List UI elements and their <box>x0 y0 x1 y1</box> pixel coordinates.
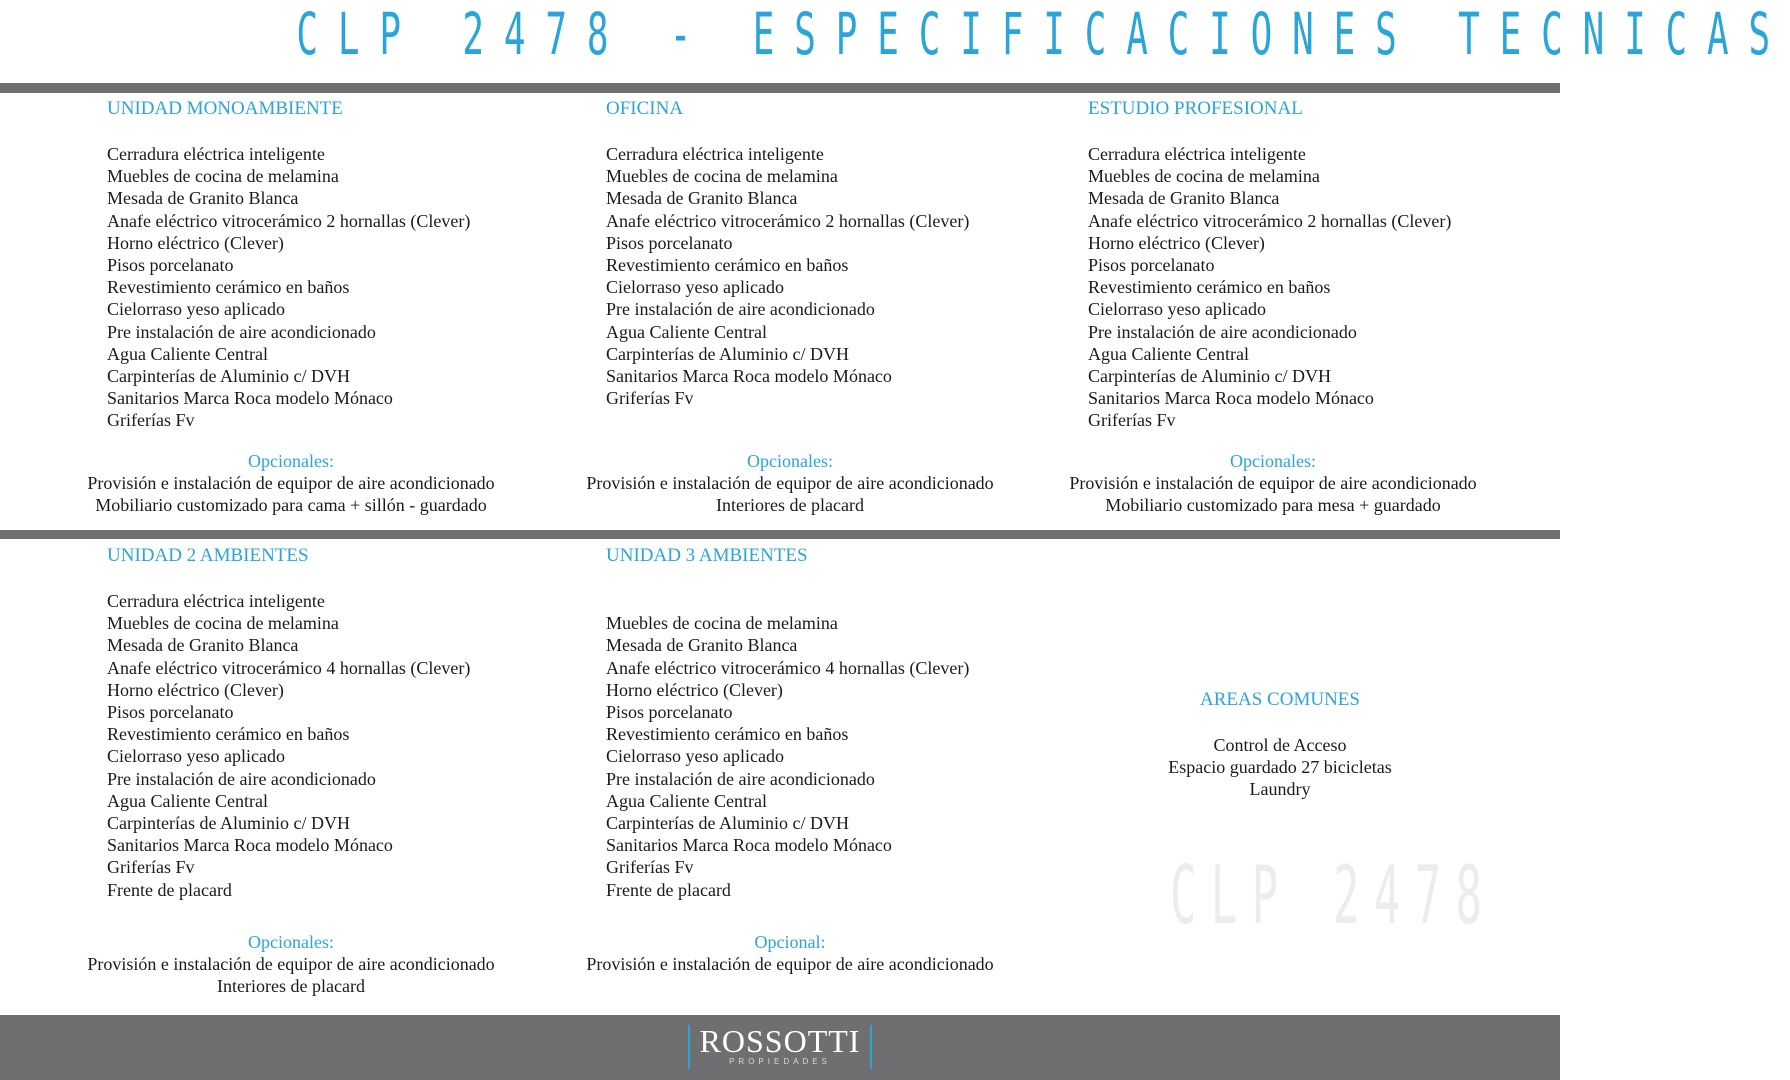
optional-item: Provisión e instalación de equipor de aire acondicionado <box>586 954 994 975</box>
list-item: Frente de placard <box>107 879 232 900</box>
list-item: Griferías Fv <box>107 857 195 878</box>
list-item: Horno eléctrico (Clever) <box>1088 232 1265 253</box>
list-item: Agua Caliente Central <box>606 790 767 811</box>
logo-name: ROSSOTTI <box>699 1023 861 1059</box>
list-item: Pre instalación de aire acondicionado <box>107 321 376 342</box>
list-item: Revestimiento cerámico en baños <box>107 277 350 298</box>
section-title: UNIDAD 2 AMBIENTES <box>107 545 309 566</box>
list-item: Cielorraso yeso aplicado <box>606 746 784 767</box>
list-item: Cerradura eléctrica inteligente <box>107 144 325 164</box>
list-item: Control de Acceso <box>1213 735 1347 755</box>
list-item: Agua Caliente Central <box>1088 343 1249 364</box>
list-item: Sanitarios Marca Roca modelo Mónaco <box>1088 388 1374 409</box>
top-divider <box>0 83 1560 93</box>
spec-list <box>606 143 969 409</box>
list-item: Anafe eléctrico vitrocerámico 4 hornallas (Clever) <box>107 657 471 678</box>
optionals-label: Opcionales: <box>248 932 334 952</box>
list-item: Revestimiento cerámico en baños <box>606 255 849 276</box>
list-item: Laundry <box>1249 779 1311 800</box>
list-item: Muebles de cocina de melamina <box>606 613 838 634</box>
list-item: Anafe eléctrico vitrocerámico 4 hornallas (Clever) <box>606 657 970 678</box>
section-title: AREAS COMUNES <box>1200 689 1360 710</box>
optionals-label: Opcionales: <box>1230 451 1316 471</box>
list-item: Pre instalación de aire acondicionado <box>606 299 875 320</box>
section-estudio <box>1088 97 1451 432</box>
spec-list <box>606 590 969 901</box>
list-item: Cielorraso yeso aplicado <box>1088 299 1266 320</box>
list-item: Cerradura eléctrica inteligente <box>606 144 824 164</box>
optional-item: Provisión e instalación de equipor de aire acondicionado <box>1069 473 1477 494</box>
list-item: Sanitarios Marca Roca modelo Mónaco <box>606 366 892 387</box>
list-item: Cielorraso yeso aplicado <box>606 277 784 298</box>
list-item: Cielorraso yeso aplicado <box>107 746 285 767</box>
list-item: Revestimiento cerámico en baños <box>1088 277 1331 298</box>
spec-list <box>107 143 470 432</box>
page-title: CLP 2478 - ESPECIFICACIONES TECNICAS <box>296 0 1790 68</box>
list-item: Cerradura eléctrica inteligente <box>107 591 325 611</box>
list-item: Pisos porcelanato <box>606 232 733 253</box>
spec-list <box>1080 734 1480 801</box>
optionals-estudio <box>1033 450 1513 517</box>
list-item: Agua Caliente Central <box>606 321 767 342</box>
list-spacer <box>606 590 969 612</box>
list-item: Cielorraso yeso aplicado <box>107 299 285 320</box>
list-item: Anafe eléctrico vitrocerámico 2 hornallas (Clever) <box>1088 210 1452 231</box>
list-item: Agua Caliente Central <box>107 790 268 811</box>
optional-item: Interiores de placard <box>217 976 365 997</box>
list-item: Mesada de Granito Blanca <box>606 635 798 656</box>
section-tres-ambientes <box>606 544 969 901</box>
list-item: Pisos porcelanato <box>107 702 234 723</box>
optionals-tres-ambientes <box>550 931 1030 975</box>
list-item: Griferías Fv <box>606 388 694 409</box>
list-item: Carpinterías de Aluminio c/ DVH <box>107 813 350 834</box>
section-title: UNIDAD 3 AMBIENTES <box>606 545 808 566</box>
optional-item: Provisión e instalación de equipor de aire acondicionado <box>586 473 994 494</box>
optional-item: Provisión e instalación de equipor de aire acondicionado <box>87 954 495 975</box>
list-item: Carpinterías de Aluminio c/ DVH <box>1088 366 1331 387</box>
list-item: Espacio guardado 27 bicicletas <box>1168 757 1392 778</box>
list-item: Muebles de cocina de melamina <box>107 613 339 634</box>
optionals-monoambiente <box>51 450 531 517</box>
middle-divider <box>0 530 1560 539</box>
list-item: Cerradura eléctrica inteligente <box>1088 144 1306 164</box>
optionals-label: Opcionales: <box>747 451 833 471</box>
section-title: ESTUDIO PROFESIONAL <box>1088 98 1303 119</box>
list-item: Revestimiento cerámico en baños <box>107 724 350 745</box>
list-item: Frente de placard <box>606 879 731 900</box>
optional-item: Interiores de placard <box>716 495 864 516</box>
section-oficina <box>606 97 969 409</box>
list-item: Revestimiento cerámico en baños <box>606 724 849 745</box>
section-monoambiente <box>107 97 470 432</box>
list-item: Carpinterías de Aluminio c/ DVH <box>107 366 350 387</box>
watermark-text: CLP 2478 <box>1170 849 1497 942</box>
list-item: Pisos porcelanato <box>1088 255 1215 276</box>
list-item: Sanitarios Marca Roca modelo Mónaco <box>107 835 393 856</box>
list-item: Mesada de Granito Blanca <box>107 635 299 656</box>
list-item: Griferías Fv <box>107 410 195 431</box>
optionals-label: Opcionales: <box>248 451 334 471</box>
list-item: Pisos porcelanato <box>107 255 234 276</box>
optional-item: Mobiliario customizado para cama + sillón - guardado <box>95 495 487 516</box>
list-item: Mesada de Granito Blanca <box>606 188 798 209</box>
list-item: Horno eléctrico (Clever) <box>107 232 284 253</box>
list-item: Pisos porcelanato <box>606 702 733 722</box>
section-areas-comunes <box>1080 688 1480 801</box>
optional-item: Mobiliario customizado para mesa + guardado <box>1105 495 1441 516</box>
optionals-oficina <box>550 450 1030 517</box>
logo-subtitle: PROPIEDADES <box>729 1057 831 1066</box>
spec-list <box>107 590 470 901</box>
section-title: UNIDAD MONOAMBIENTE <box>107 98 343 119</box>
list-item: Carpinterías de Aluminio c/ DVH <box>606 343 849 364</box>
section-dos-ambientes <box>107 544 470 901</box>
brand-logo <box>688 1025 872 1069</box>
optionals-dos-ambientes <box>51 931 531 998</box>
list-item: Horno eléctrico (Clever) <box>606 679 783 700</box>
list-item: Anafe eléctrico vitrocerámico 2 hornallas (Clever) <box>606 210 970 231</box>
list-item: Mesada de Granito Blanca <box>107 188 299 209</box>
list-item: Mesada de Granito Blanca <box>1088 188 1280 209</box>
list-item: Sanitarios Marca Roca modelo Mónaco <box>606 835 892 856</box>
list-item: Sanitarios Marca Roca modelo Mónaco <box>107 388 393 409</box>
list-item: Pre instalación de aire acondicionado <box>1088 321 1357 342</box>
list-item: Pre instalación de aire acondicionado <box>606 768 875 789</box>
list-item: Carpinterías de Aluminio c/ DVH <box>606 813 849 834</box>
spec-list <box>1088 143 1451 432</box>
list-item: Muebles de cocina de melamina <box>107 166 339 187</box>
list-item: Pre instalación de aire acondicionado <box>107 768 376 789</box>
list-item: Horno eléctrico (Clever) <box>107 679 284 700</box>
list-item: Griferías Fv <box>606 857 694 878</box>
optionals-label: Opcional: <box>754 932 826 952</box>
list-item: Agua Caliente Central <box>107 343 268 364</box>
section-title: OFICINA <box>606 98 684 119</box>
optional-item: Provisión e instalación de equipor de aire acondicionado <box>87 473 495 494</box>
list-item: Griferías Fv <box>1088 410 1176 431</box>
list-item: Anafe eléctrico vitrocerámico 2 hornallas (Clever) <box>107 210 471 231</box>
list-item: Muebles de cocina de melamina <box>606 166 838 187</box>
list-item: Muebles de cocina de melamina <box>1088 166 1320 187</box>
